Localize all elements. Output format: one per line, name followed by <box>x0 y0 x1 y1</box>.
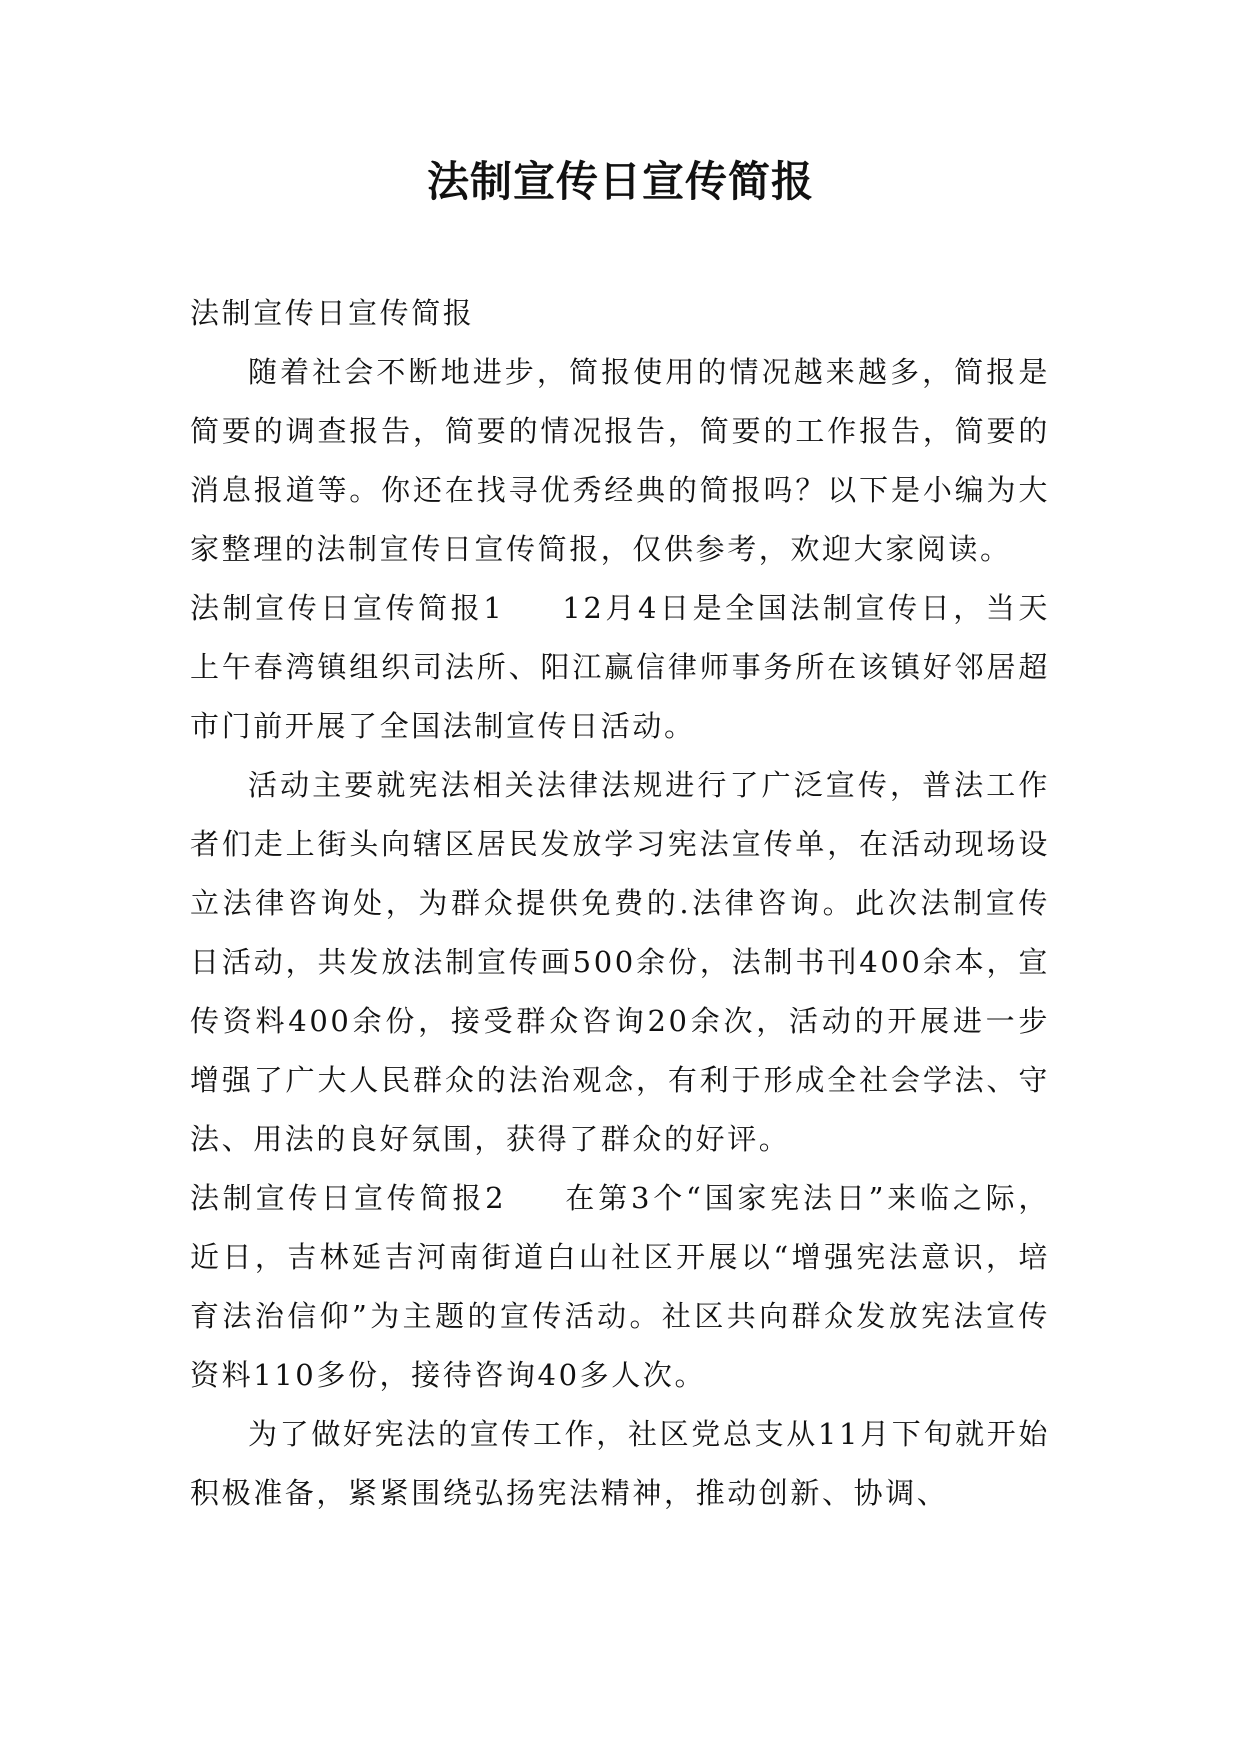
section-2-body: 为了做好宪法的宣传工作，社区党总支从11月下旬就开始积极准备，紧紧围绕弘扬宪法精神，推动创新、协调、 <box>190 1417 1050 1510</box>
section-1-body: 活动主要就宪法相关法律法规进行了广泛宣传，普法工作者们走上街头向辖区居民发放学习宪法宣传单，在活动现场设立法律咨询处，为群众提供免费的.法律咨询。此次法制宣传日活动，共发放法制宣传画500余份，法制书刊400余本，宣传资料400余份，接受群众咨询20余次，活动的开展进一步增强了广大人民群众的法治观念，有利于形成全社会学法、守法、用法的良好氛围，获得了群众的好评。 <box>190 768 1050 1156</box>
section-2-heading: 法制宣传日宣传简报2 <box>190 1181 507 1215</box>
document-title: 法制宣传日宣传简报 <box>426 157 814 206</box>
section-1-paragraph <box>190 579 1050 756</box>
section-1-lead: 12月4日是全国法制宣传日，当天上午春湾镇组织司法所、阳江赢信律师事务所在该镇好邻居超市门前开展了全国法制宣传日活动。 <box>190 591 1051 743</box>
section-2-paragraph <box>190 1169 1050 1405</box>
document-subtitle: 法制宣传日宣传简报 <box>190 296 475 330</box>
section-1-heading: 法制宣传日宣传简报1 <box>190 591 505 625</box>
intro-paragraph: 随着社会不断地进步，简报使用的情况越来越多，简报是简要的调查报告，简要的情况报告，简要的工作报告，简要的消息报道等。你还在找寻优秀经典的简报吗？以下是小编为大家整理的法制宣传日宣传简报，仅供参考，欢迎大家阅读。 <box>190 355 1050 566</box>
document-body <box>190 284 1050 1523</box>
section-2-lead: 在第3个“国家宪法日”来临之际，近日，吉林延吉河南街道白山社区开展以“增强宪法意识，培育法治信仰”为主题的宣传活动。社区共向群众发放宪法宣传资料110多份，接待咨询40多人次。 <box>190 1181 1051 1392</box>
